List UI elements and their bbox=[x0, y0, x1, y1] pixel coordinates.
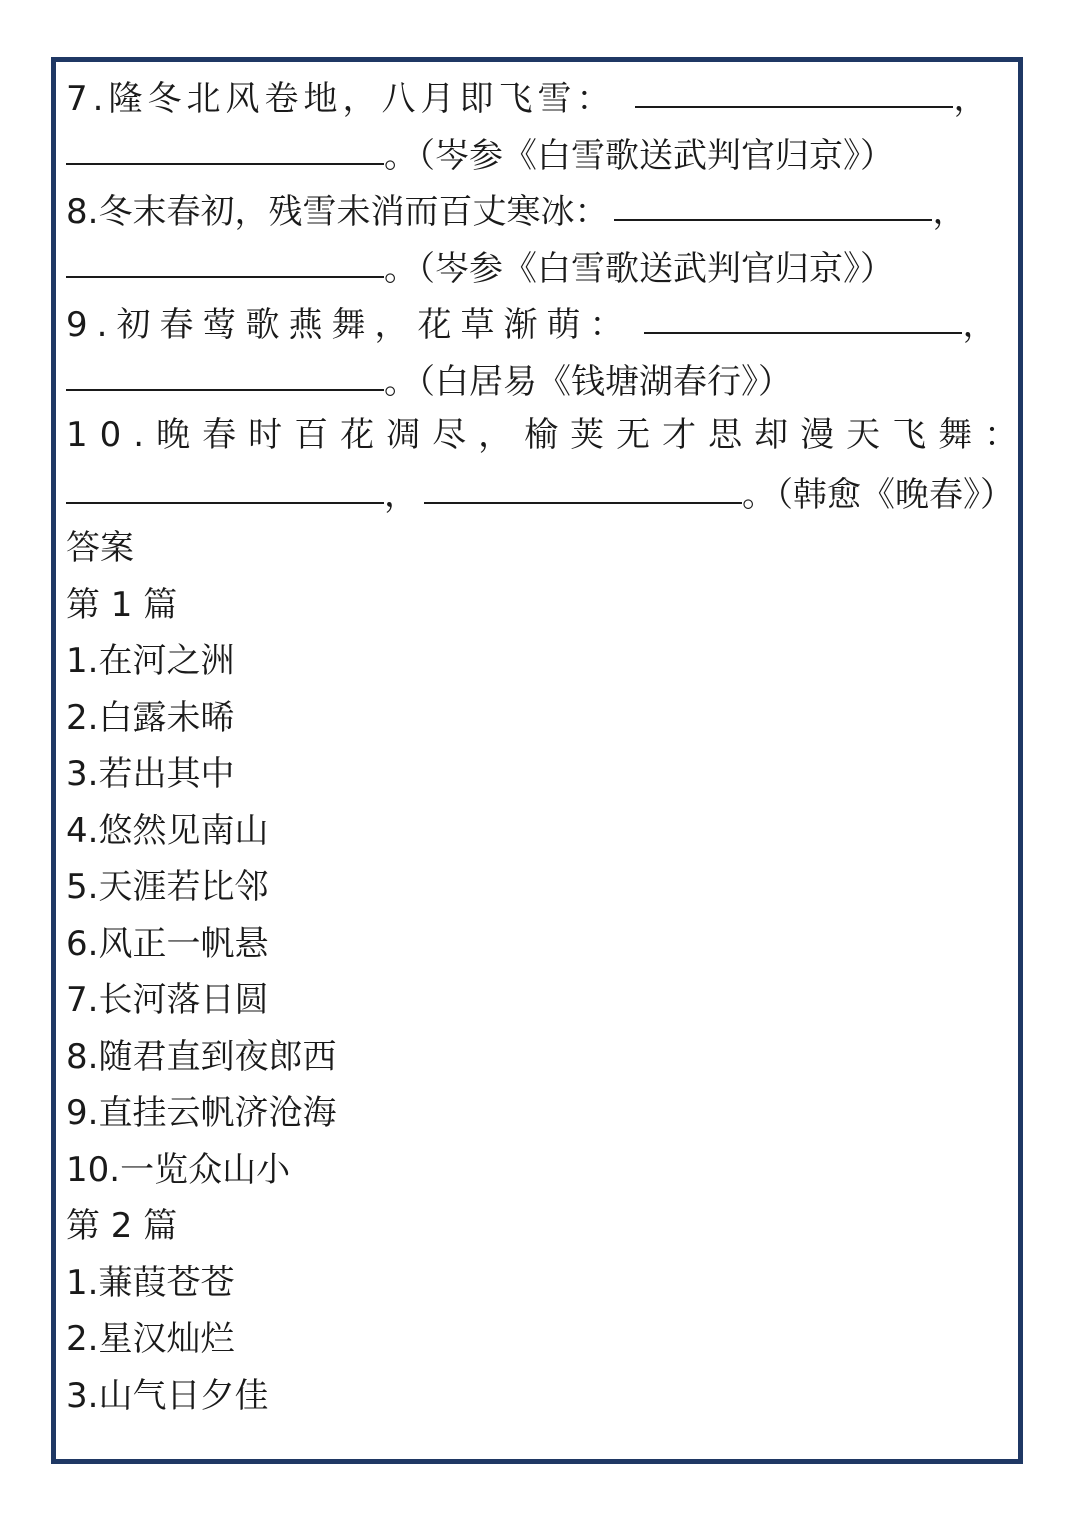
question-10-line-2 bbox=[66, 464, 1016, 521]
answer-1-5: 5.天涯若比邻 bbox=[66, 867, 269, 907]
question-10-comma: ， bbox=[384, 474, 418, 515]
question-7-comma: ， bbox=[953, 79, 993, 119]
question-7-blank-2[interactable] bbox=[66, 123, 384, 165]
question-9-blank-2[interactable] bbox=[66, 349, 384, 391]
question-9-line-2 bbox=[66, 351, 1016, 408]
question-9-line-1 bbox=[66, 294, 1016, 351]
question-8-prompt: 8.冬末春初，残雪未消而百丈寒冰： bbox=[66, 192, 609, 232]
question-10-source: 。（韩愈《晚春》） bbox=[742, 474, 1014, 515]
question-7-blank-1[interactable] bbox=[635, 66, 953, 108]
question-10-line-1 bbox=[66, 407, 1031, 464]
question-8-source: 。（岑参《白雪歌送武判官归京》） bbox=[384, 248, 894, 289]
question-10-blank-1[interactable] bbox=[66, 462, 384, 504]
answers-heading: 答案 bbox=[66, 528, 134, 568]
question-9-prompt: 9.初春莺歌燕舞，花草渐萌： bbox=[66, 305, 633, 345]
question-8-line-2 bbox=[66, 238, 1016, 295]
question-9-source: 。（白居易《钱塘湖春行》） bbox=[384, 361, 792, 402]
question-8-blank-1[interactable] bbox=[614, 179, 932, 221]
question-7-line-1 bbox=[66, 68, 1016, 125]
answer-1-3: 3.若出其中 bbox=[66, 754, 235, 794]
question-8-comma: ， bbox=[932, 192, 967, 232]
question-10-prompt: 10.晚春时百花凋尽，榆荚无才思却漫天飞舞： bbox=[66, 415, 1031, 455]
answer-2-3: 3.山气日夕佳 bbox=[66, 1375, 269, 1416]
answer-2-1: 1.蒹葭苍苍 bbox=[66, 1262, 235, 1303]
question-8-line-1 bbox=[66, 181, 1016, 238]
answer-1-10: 10.一览众山小 bbox=[66, 1149, 291, 1190]
answer-1-9: 9.直挂云帆济沧海 bbox=[66, 1093, 337, 1133]
question-9-comma: ， bbox=[962, 305, 1006, 345]
question-10-blank-2[interactable] bbox=[424, 462, 742, 504]
answer-1-1: 1.在河之洲 bbox=[66, 641, 235, 681]
answer-1-8: 8.随君直到夜郎西 bbox=[66, 1036, 337, 1077]
answer-1-7: 7.长河落日圆 bbox=[66, 980, 269, 1020]
answer-1-2: 2.白露未晞 bbox=[66, 697, 235, 738]
question-8-blank-2[interactable] bbox=[66, 236, 384, 278]
section-1-title: 第 1 篇 bbox=[66, 584, 178, 625]
answer-2-2: 2.星汉灿烂 bbox=[66, 1319, 235, 1359]
question-7-source: 。（岑参《白雪歌送武判官归京》） bbox=[384, 135, 894, 176]
answer-1-4: 4.悠然见南山 bbox=[66, 810, 269, 851]
question-7-prompt: 7.隆冬北风卷地，八月即飞雪： bbox=[66, 79, 616, 119]
worksheet-content bbox=[66, 68, 1031, 1424]
question-9-blank-1[interactable] bbox=[644, 292, 962, 334]
question-7-line-2 bbox=[66, 125, 1016, 182]
section-2-title: 第 2 篇 bbox=[66, 1206, 178, 1246]
answer-1-6: 6.风正一帆悬 bbox=[66, 923, 269, 964]
